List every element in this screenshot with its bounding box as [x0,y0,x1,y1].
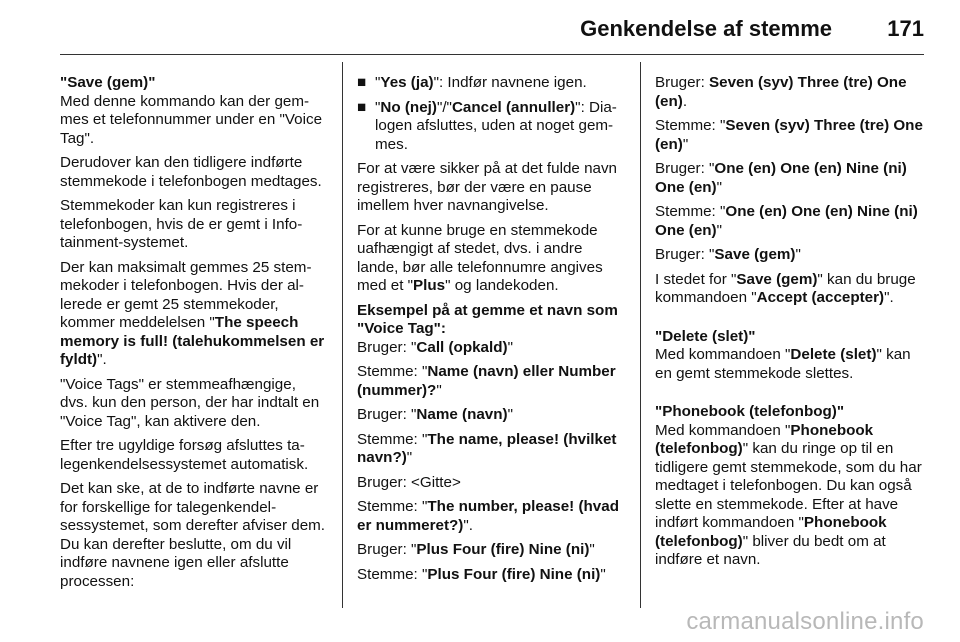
page-title: Genkendelse af stemme [580,16,832,41]
text: " bliver du bedt om at indføre et navn. [655,532,886,568]
text: Stemme: " [357,430,428,448]
text: Stemme: " [655,117,726,134]
phonebook-paragraph [655,422,923,570]
text: "/" [436,98,452,116]
text: " [795,246,801,263]
text: Stemme: " [357,498,428,515]
text: Bruger: [655,74,710,91]
command-yes: Yes (ja) [380,74,434,91]
save-paragraph-3: Stemmekoder kan kun registreres i telefonbogen, hvis de er gemt i Infotainment-systemet. [60,197,303,251]
dialog-command: One (en) One (en) Nine (ni) One (en) [655,160,907,196]
dialog-line [357,541,623,560]
spacer [655,314,923,328]
spacer [655,389,923,403]
delete-heading: "Delete (slet)" [655,327,756,345]
column-3 [655,74,923,576]
text: I stedet for " [655,270,737,288]
example-heading: Eksempel på at gemme et navn som "Voice Tag": [357,301,618,337]
list-item [357,99,623,155]
dialog-line [357,363,623,400]
save-paragraph-2: Derudover kan den tidligere indførte stemmekode i telefonbogen medtages. [60,154,322,190]
text: Med kommandoen " [655,421,791,439]
dialog-line [357,566,623,585]
memory-full-message: The speech memory is full! (talehukommelsen er fyldt) [60,314,325,368]
plus-paragraph [357,222,623,296]
text: " kan en gemt stemmekode slettes. [655,346,911,382]
text: Bruger: " [655,160,715,177]
save-paragraph-7: Det kan ske, at de to indførte navne er for forskellige for talegenkendelsessystemet, som derefter afviser dem. Du kan derefter beslutte, om du vil indføre navnene igen eller afslutte processen: [60,480,326,590]
text: Stemme: " [357,565,428,583]
accept-paragraph [655,271,923,308]
dialog-command: Seven (syv) Three (tre) One (en) [655,117,923,153]
text: " kan du bruge kommandoen " [655,270,916,306]
text: " [716,178,723,196]
plus-term: Plus [413,277,446,294]
dialog-line [655,117,923,154]
page-header [60,16,924,46]
text: ". [97,351,107,368]
dialog-line: Bruger: <Gitte> [357,473,461,491]
command-cancel: Cancel (annuller) [451,98,576,116]
pause-paragraph: For at være sikker på at det fulde navn registreres, bør der være en pause imellem hver navnangivelse. [357,160,618,214]
text: Der kan maksimalt gemmes 25 stemmekoder i telefonbogen. Hvis der allerede er gemt 25 stemmekoder, kommer meddelelsen " [60,258,312,331]
command-save: Save (gem) [736,270,818,288]
text: Bruger: " [357,541,417,558]
text: Bruger: " [655,246,715,263]
column-divider-1 [342,62,343,608]
text: " [375,74,381,91]
dialog-line [357,431,623,468]
dialog-line [357,406,623,425]
save-paragraph-6: Efter tre ugyldige forsøg afsluttes talegenkendelsessystemet automatisk. [60,437,309,473]
save-heading: "Save (gem)" [60,74,156,91]
text: ". [884,289,894,306]
text: " [507,406,513,423]
dialog-command: The name, please! (hvilket navn?) [357,430,617,466]
text: Bruger: " [357,406,417,423]
dialog-command: Plus Four (fire) Nine (ni) [416,541,590,558]
text: " kan du ringe op til en tidligere gemt stemmekode, som du har medtaget i telefonbogen. Du kan også slette en stemmekode. Efter at have indført kommandoen " [655,440,922,531]
dialog-line [357,498,623,535]
page-number: 171 [887,16,924,41]
dialog-line [655,160,923,197]
text: For at kunne bruge en stemmekode uafhængigt af stedet, dvs. i andre lande, bør alle telefonnumre angives med et " [357,221,603,294]
bullet-icon: ■ [357,74,367,91]
dialog-line [655,246,923,265]
text: ": Indfør navnene igen. [433,74,587,91]
text: " [600,565,606,583]
command-no: No (nej) [380,98,437,116]
text: Stemme: " [357,363,428,380]
dialog-command: Call (opkald) [416,338,508,356]
save-paragraph-4 [60,259,326,370]
text: Bruger: " [357,338,417,356]
command-phonebook: Phonebook (telefonbog) [655,421,874,457]
command-accept: Accept (accepter) [756,289,885,306]
text: Stemme: " [655,203,726,220]
text: " [682,135,689,153]
dialog-command: Name (navn) eller Number (nummer)? [357,363,616,399]
text: Med kommandoen " [655,346,791,363]
watermark: carmanualsonline.info [686,608,924,635]
dialog-line [357,339,623,358]
bullet-icon: ■ [357,98,367,116]
dialog-command: Name (navn) [416,406,508,423]
text: " og landekoden. [445,277,559,294]
delete-paragraph [655,346,923,383]
list-item [357,74,623,93]
text: . [682,92,688,110]
dialog-command: One (en) One (en) Nine (ni) One (en) [655,203,918,239]
dialog-command: Seven (syv) Three (tre) One (en) [655,74,907,110]
option-list [357,74,623,154]
dialog-line [655,203,923,240]
text: ". [463,516,473,534]
text: " [716,221,723,239]
dialog-command: Plus Four (fire) Nine (ni) [427,565,601,583]
command-delete: Delete (slet) [790,346,877,363]
column-divider-2 [640,62,641,608]
save-paragraph-1: Med denne kommando kan der gemmes et telefonnummer under en "Voice Tag". [60,92,323,147]
text: ": Dialogen afsluttes, uden at noget gemmes. [375,98,617,153]
header-rule [60,54,924,55]
phonebook-heading: "Phonebook (telefonbog)" [655,403,845,420]
text: " [507,338,513,356]
text: " [406,449,413,466]
command-phonebook: Phonebook (telefonbog) [655,514,887,550]
dialog-command: Save (gem) [714,246,796,263]
text: " [436,381,442,399]
save-paragraph-5: "Voice Tags" er stemmeafhængige, dvs. kun den person, der har indtalt en "Voice Tag", kan aktivere den. [60,375,320,430]
dialog-line [655,74,923,111]
text: " [589,541,595,558]
column-1 [60,74,326,597]
column-2 [357,74,623,590]
dialog-command: The number, please! (hvad er nummeret?) [357,498,619,534]
text: " [375,98,381,116]
